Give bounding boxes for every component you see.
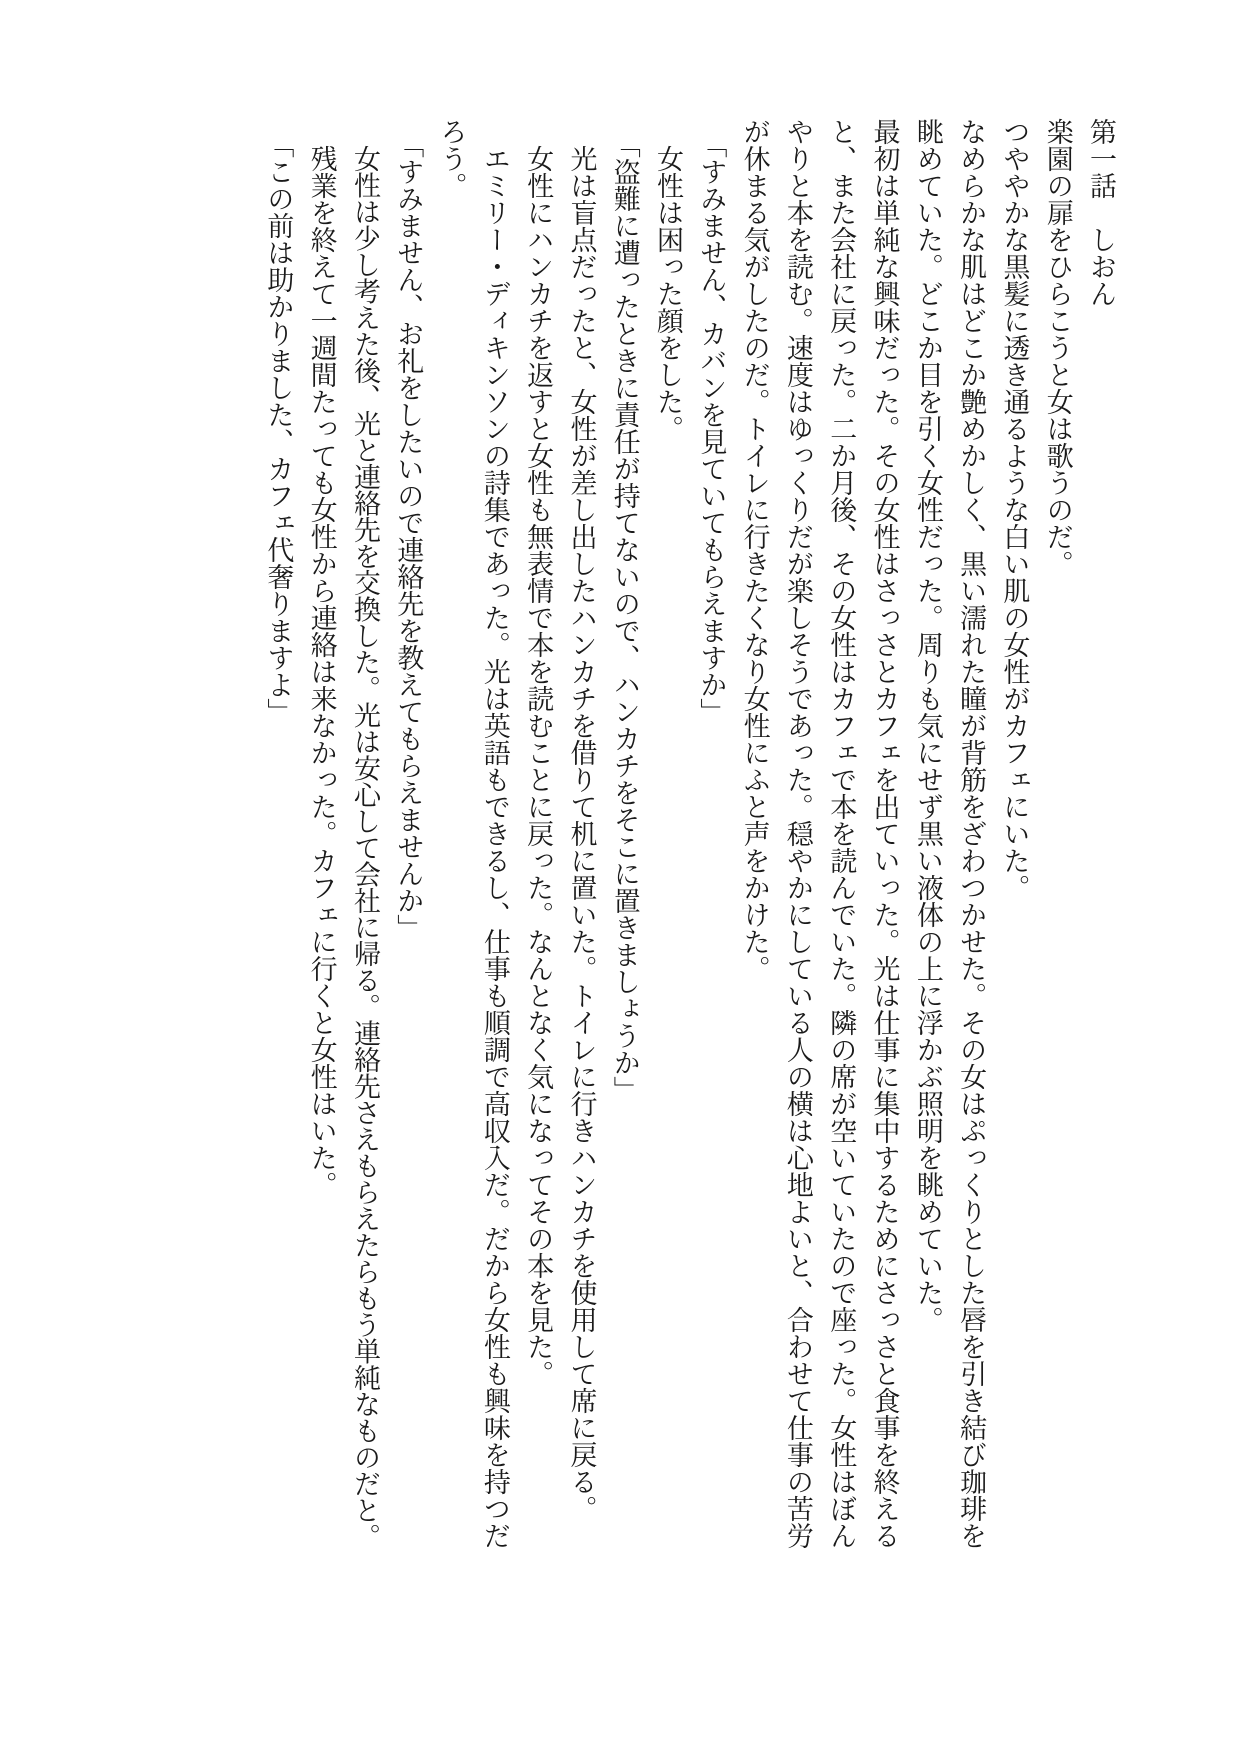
story-paragraph: 「すみません、お礼をしたいので連絡先を教えてもらえませんか」 [393, 131, 424, 941]
story-paragraph: 女性にハンカチを返すと女性も無表情で本を読むことに戻った。なんとなく気になってその本を見た。 [523, 145, 554, 1387]
story-paragraph: つややかな黒髪に透き通るような白い肌の女性がカフェにいた。 [999, 118, 1030, 901]
story-paragraph: 楽園の扉をひらこうと女は歌うのだ。 [1042, 118, 1073, 577]
story-paragraph: 女性は少し考えた後、光と連絡先を交換した。光は安心して会社に帰る。連絡先さえもらえたらもう単純なものだと。 [349, 145, 380, 1550]
vertical-text-block [256, 118, 1122, 1553]
story-paragraph: 「すみません、カバンを見ていてもらえますか」 [696, 131, 727, 725]
story-paragraph: 女性は困った顔をした。 [653, 145, 684, 442]
story-paragraph: 「この前は助かりました、カフェ代奢りますよ」 [263, 131, 294, 725]
story-paragraph: 最初は単純な興味だった。その女性はさっさとカフェを出ていった。光は仕事に集中するためにさっさと食事を終えると、また会社に戻った。二か月後、その女性はカフェで本を読んでいた。隣の席が空いていたので座った。女性はぼんやりと本を読む。速度はゆっくりだが楽しそうであった。穏やかにしている人の横は心地よいと、合わせて仕事の苦労が休まる気がしたのだ。トイレに行きたくなり女性にふと声をかけた。 [739, 118, 900, 1549]
story-paragraph: 光は盲点だったと、女性が差し出したハンカチを借りて机に置いた。トイレに行きハンカチを使用して席に戻る。 [566, 145, 597, 1522]
story-paragraph: 残業を終えて一週間たっても女性から連絡は来なかった。カフェに行くと女性はいた。 [306, 145, 337, 1198]
story-paragraph: エミリー・ディキンソンの詩集であった。光は英語もできるし、仕事も順調で高収入だ。だから女性も興味を持つだろう。 [436, 118, 510, 1549]
chapter-title: 第一話 しおん [1086, 118, 1116, 307]
story-paragraph: 「盗難に遭ったときに責任が持てないので、ハンカチをそこに置きましょうか」 [609, 131, 640, 1103]
story-paragraph: なめらかな肌はどこか艶めかしく、黒い濡れた瞳が背筋をざわつかせた。その女はぷっくりとした唇を引き結び珈琲を眺めていた。どこか目を引く女性だった。周りも気にせず黒い液体の上に浮かぶ照明を眺めていた。 [912, 118, 987, 1549]
